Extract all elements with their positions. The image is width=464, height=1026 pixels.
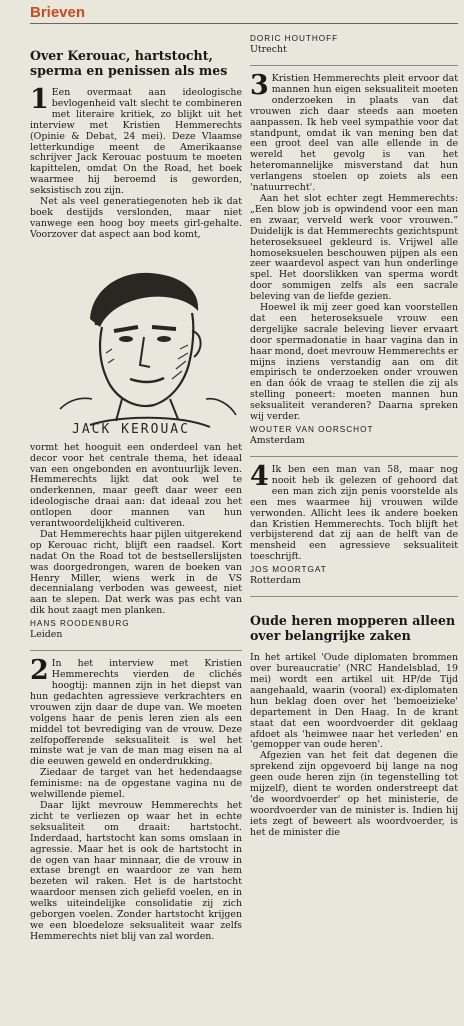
letter-4-paragraph: 4 Ik ben een man van 58, maar nog nooit heb ik gelezen of gehoord dat een man zich zijn penis voorstelde als een mes waarmee hij vrouwen wilde verwonden. Allicht lees ik andere boeken dan Kristien Hemmerechts. Toch blijft het verbijsterend dat zij aan de helft van de mensheid een agressieve seksualiteit toeschrijft.: [250, 461, 458, 563]
letter-4-number: 4: [250, 461, 269, 492]
letter-1-paragraph: Dat Hemmerechts haar pijlen uitgerekend op Kerouac richt, blijft een raadsel. Kort nadat On the Road tot de bestsellerslijsten was doorgedrongen, waren de boeken van Henry Miller, wiens werk in de VS decennialang verboden was geweest, niet aan te slepen. Dat werk was pas echt van dik hout zaagt men planken.: [30, 528, 242, 617]
letter-4-place: Rotterdam: [250, 575, 301, 587]
letter-3-paragraph: 3 Kristien Hemmerechts pleit ervoor dat mannen hun eigen seksualiteit moeten onderzoeken in plaats van dat vrouwen zich daar steeds aan moeten aanpassen. Ik heb veel sympathie voor dat standpunt, omdat ik van mening ben dat een groot deel van alle ellende in de wereld het gevolg is van het heteromannelijke misverstand dat hun verlangens stoelen op zoiets als een 'natuurrecht'.: [250, 70, 458, 194]
section-label: Brieven: [30, 4, 86, 21]
left-column: [30, 30, 242, 943]
article2-headline: Oude heren mopperen alleen over belangrijke zaken: [250, 613, 456, 644]
letter-3-paragraph: Aan het slot echter zegt Hemmerechts: „Een blow job is opwindend voor een man en zwaar, verveld werk voor vrouwen.” Duidelijk is dat Hemmerechts gezichtspunt heteroseksueel gekleurd is. Vrijwel alle homoseksuelen beschouwen pijpen als een zeer waardevol aspect van hun onderlinge spel. Het doorslikken van sperma wordt door sommigen zelfs als een sacrale beleving van de liefde gezien.: [250, 192, 458, 303]
kerouac-portrait-sketch: [30, 249, 242, 437]
right-column: [250, 30, 458, 839]
article1-headline: Over Kerouac, hartstocht, sperma en penissen als mes: [30, 48, 228, 78]
letter-1-paragraph: vormt het hooguit een onderdeel van het decor voor het centrale thema, het ideaal van een ongebonden en avontuurlijk leven. Hemmerechts lijkt dat ook wel te onderkennen, maar geeft daar weer een ideologische draai aan: dat ideaal zou het ontlopen door mannen van hun verantwoordelijkheid cultiveren.: [30, 441, 242, 530]
letter-4-author: JOS MOORTGAT: [250, 565, 327, 575]
letter-1-author: HANS ROODENBURG: [30, 619, 130, 629]
letter-2-paragraph: Daar lijkt mevrouw Hemmerechts het zicht te verliezen op waar het in echte seksualiteit om draait: hartstocht. Inderdaad, hartstocht kan soms omslaan in agressie. Maar het is ook de hartstocht in de ogen van haar minnaar, die de vrouw in extase brengt en waardoor ze van hem bezeten wil raken. Het is de hartstocht waardoor mensen zich geliefd voelen, en in welks uiteindelijke consolidatie zij zich geborgen voelen. Zonder hartstocht krijgen we een bloedeloze seksualiteit waar zelfs Hemmerechts niet blij van zal worden.: [30, 799, 242, 942]
letter-1-paragraph: Net als veel generatiegenoten heb ik dat boek destijds verslonden, maar niet vanwege een hoog boy meets girl-gehalte. Voorzover dat aspect aan bod komt,: [30, 196, 242, 240]
letter-2-paragraph: 2 In het interview met Kristien Hemmerechts vierden de clichés hoogtij: mannen zijn in het diepst van hun gedachten agressieve verkrachters en vrouwen zijn daar de dupe van. We moeten volgens haar de penis leren zien als een middel tot bevrediging van de vrouw. Deze zelfopofferende seksualiteit is wel het minste wat je van de man mag eisen na al die eeuwen geweld en onderdrukking.: [30, 655, 242, 768]
letter-1-place: Leiden: [30, 629, 63, 641]
letter-3-author: WOUTER VAN OORSCHOT: [250, 425, 374, 434]
letter-2-author: DORIC HOUTHOFF: [250, 34, 339, 43]
letter-1-number: 1: [30, 84, 49, 115]
letter-3-paragraph: Hoewel ik mij zeer goed kan voorstellen dat een heteroseksuele vrouw een dergelijke sacrale beleving liever ervaart door spermadonatie in haar vagina dan in haar mond, doet mevrouw Hemmerechts er mijns inziens verstandig aan om dit empirisch te onderzoeken onder vrouwen en dan óók de vraag te stellen die zij als stelling poneert: moeten mannen hun seksualiteit veranderen? Daarna spreken wij verder.: [250, 302, 459, 423]
section-rule: [30, 23, 458, 24]
article-divider: [250, 596, 458, 597]
letter-2-paragraph: Ziedaar de target van het hedendaagse feminisme: na de opgestane vagina nu de welwillende piemel.: [30, 767, 242, 801]
article2-paragraph: In het artikel 'Oude diplomaten brommen over bureaucratie' (NRC Handelsblad, 19 mei) wordt een artikel uit HP/de Tijd aangehaald, waarin (vooral) ex-diplomaten hun beklag doen over het 'bemoeizieke' departement in Den Haag. In de krant staat dat een woordvoerder dit geklaag afdoet als 'heimwee naar het verleden' en 'gemopper van oude heren'.: [250, 652, 458, 751]
letter-4: [250, 461, 458, 587]
letter-3-place: Amsterdam: [250, 435, 305, 446]
letter-3-number: 3: [250, 70, 269, 101]
letter-1-paragraph: 1 Een overmaat aan ideologische bevlogenheid valt slecht te combineren met literaire kritiek, zo blijkt uit het interview met Kristien Hemmerechts (Opinie & Debat, 24 mei). Deze Vlaamse letterkundige meent de Amerikaanse schrijver Jack Kerouac postuum te moeten kapittelen, omdat On the Road, het boek waarmee hij beroemd is geworden, seksistisch zou zijn.: [30, 84, 242, 197]
letter-1: [30, 84, 242, 641]
article2-paragraph: Afgezien van het feit dat degenen die sprekend zijn opgevoerd bij lange na nog geen oude heren zijn (in tegenstelling tot mijzelf), dient te worden onderstreept dat 'de woordvoerder' op het ministerie, de woordvoerder van de minister is. Indien hij iets zegt of beweert als woordvoerder, is het de minister die: [250, 750, 458, 838]
letter-2: [30, 655, 242, 943]
sketch-caption: JACK KEROUAC: [72, 421, 190, 437]
letter-2-place: Utrecht: [250, 44, 287, 55]
letter-2-number: 2: [30, 655, 49, 687]
letter-3: [250, 70, 459, 446]
